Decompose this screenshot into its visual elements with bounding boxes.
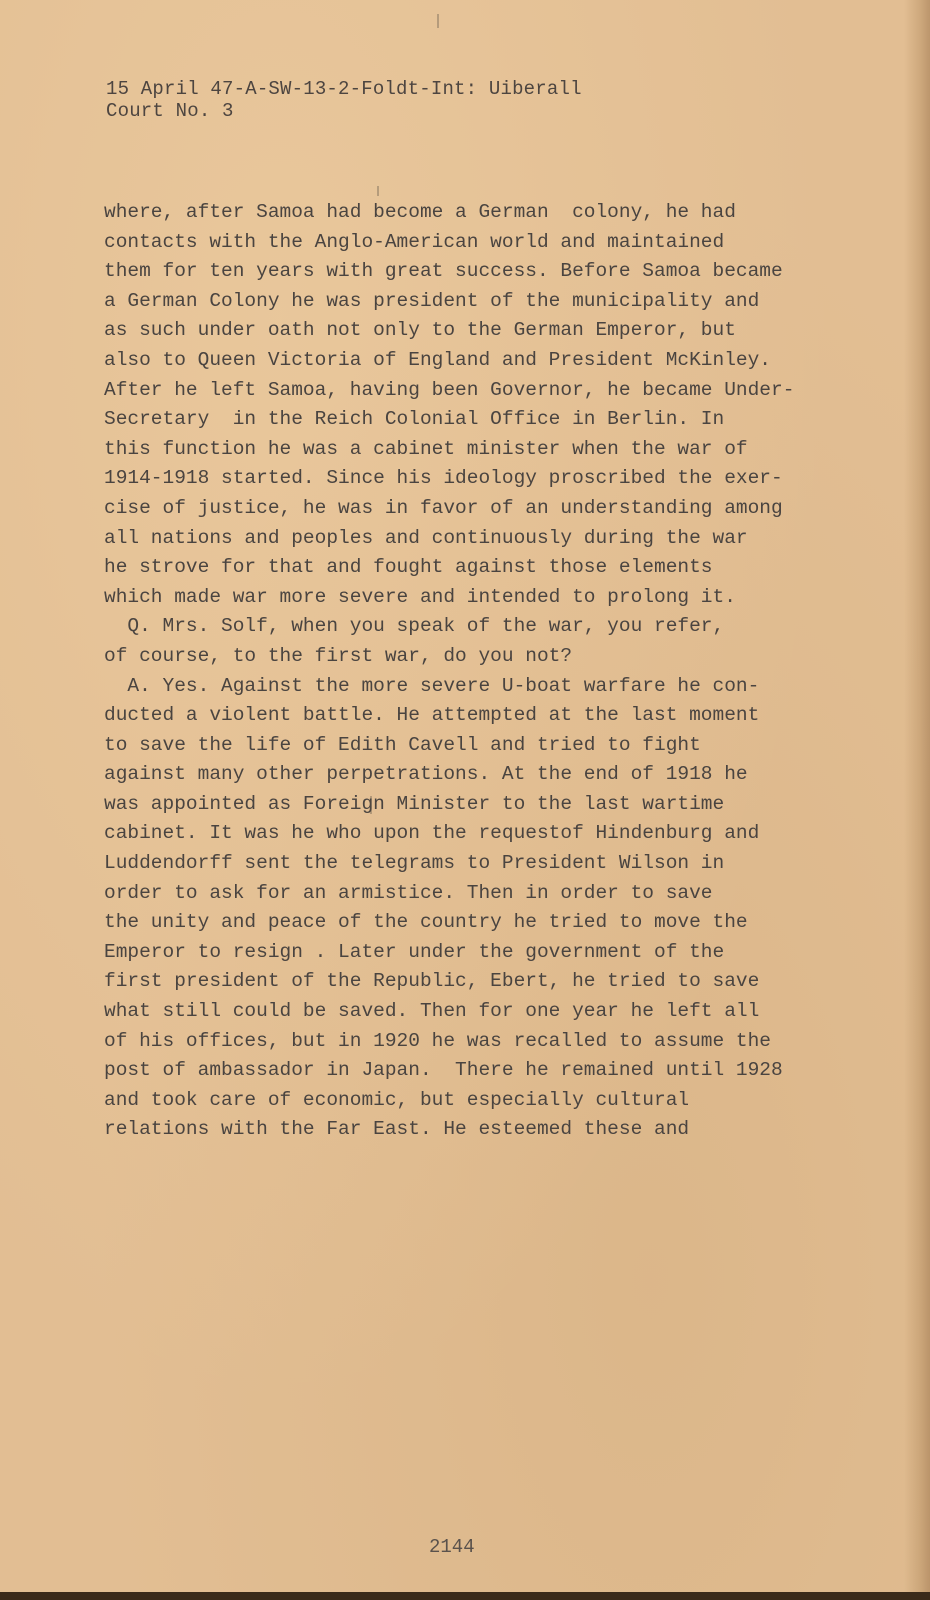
paper-mark <box>370 796 372 814</box>
body-line: of course, to the first war, do you not? <box>104 644 573 667</box>
body-line: against many other perpetrations. At the end of 1918 he <box>104 763 748 786</box>
body-line: a German Colony he was president of the municipality and <box>104 289 760 312</box>
body-line: Secretary in the Reich Colonial Office in Berlin. In <box>104 408 725 431</box>
paper-mark <box>377 186 379 196</box>
body-line: contacts with the Anglo-American world and maintained <box>104 230 725 253</box>
body-line: Luddendorff sent the telegrams to President Wilson in <box>104 852 725 875</box>
body-line: After he left Samoa, having been Governor, he became Under- <box>104 378 795 401</box>
page-number: 2144 <box>429 1536 475 1558</box>
body-line: and took care of economic, but especially cultural <box>104 1088 690 1111</box>
body-line: where, after Samoa had become a German colony, he had <box>104 201 736 223</box>
body-line: them for ten years with great success. Before Samoa became <box>104 260 783 283</box>
body-line: he strove for that and fought against those elements <box>104 556 713 579</box>
body-line: to save the life of Edith Cavell and tried to fight <box>104 733 701 756</box>
body-line: what still could be saved. Then for one year he left all <box>104 1000 760 1023</box>
body-line: cabinet. It was he who upon the requestof Hindenburg and <box>104 822 760 845</box>
body-line: post of ambassador in Japan. There he remained until 1928 <box>104 1059 783 1082</box>
body-line: relations with the Far East. He esteemed these and <box>104 1118 690 1141</box>
scan-bottom-edge <box>0 1592 930 1600</box>
body-line: the unity and peace of the country he tried to move the <box>104 911 748 934</box>
body-line: this function he was a cabinet minister when the war of <box>104 437 748 460</box>
body-line: order to ask for an armistice. Then in order to save <box>104 881 713 904</box>
transcript-body <box>104 198 904 1145</box>
body-line: as such under oath not only to the German Emperor, but <box>104 319 736 342</box>
page-edge-shadow <box>904 0 930 1600</box>
body-line: first president of the Republic, Ebert, he tried to save <box>104 970 760 993</box>
header-court-line: Court No. 3 <box>106 100 234 122</box>
paper-mark <box>437 14 439 28</box>
body-line: also to Queen Victoria of England and President McKinley. <box>104 348 772 371</box>
body-line: of his offices, but in 1920 he was recalled to assume the <box>104 1029 772 1052</box>
body-line: all nations and peoples and continuously during the war <box>104 526 748 549</box>
body-line: Emperor to resign . Later under the government of the <box>104 940 725 963</box>
header-case-line: 15 April 47-A-SW-13-2-Foldt-Int: Uiberall <box>106 78 582 100</box>
document-header <box>106 78 582 122</box>
body-line: 1914-1918 started. Since his ideology proscribed the exer- <box>104 467 783 490</box>
body-line: cise of justice, he was in favor of an understanding among <box>104 496 783 519</box>
body-line: was appointed as Foreign Minister to the last wartime <box>104 792 725 815</box>
body-line: which made war more severe and intended to prolong it. <box>104 585 736 608</box>
answer-line: A. Yes. Against the more severe U-boat warfare he con- <box>104 674 760 697</box>
body-line: ducted a violent battle. He attempted at the last moment <box>104 704 760 727</box>
question-line: Q. Mrs. Solf, when you speak of the war, you refer, <box>104 615 725 638</box>
